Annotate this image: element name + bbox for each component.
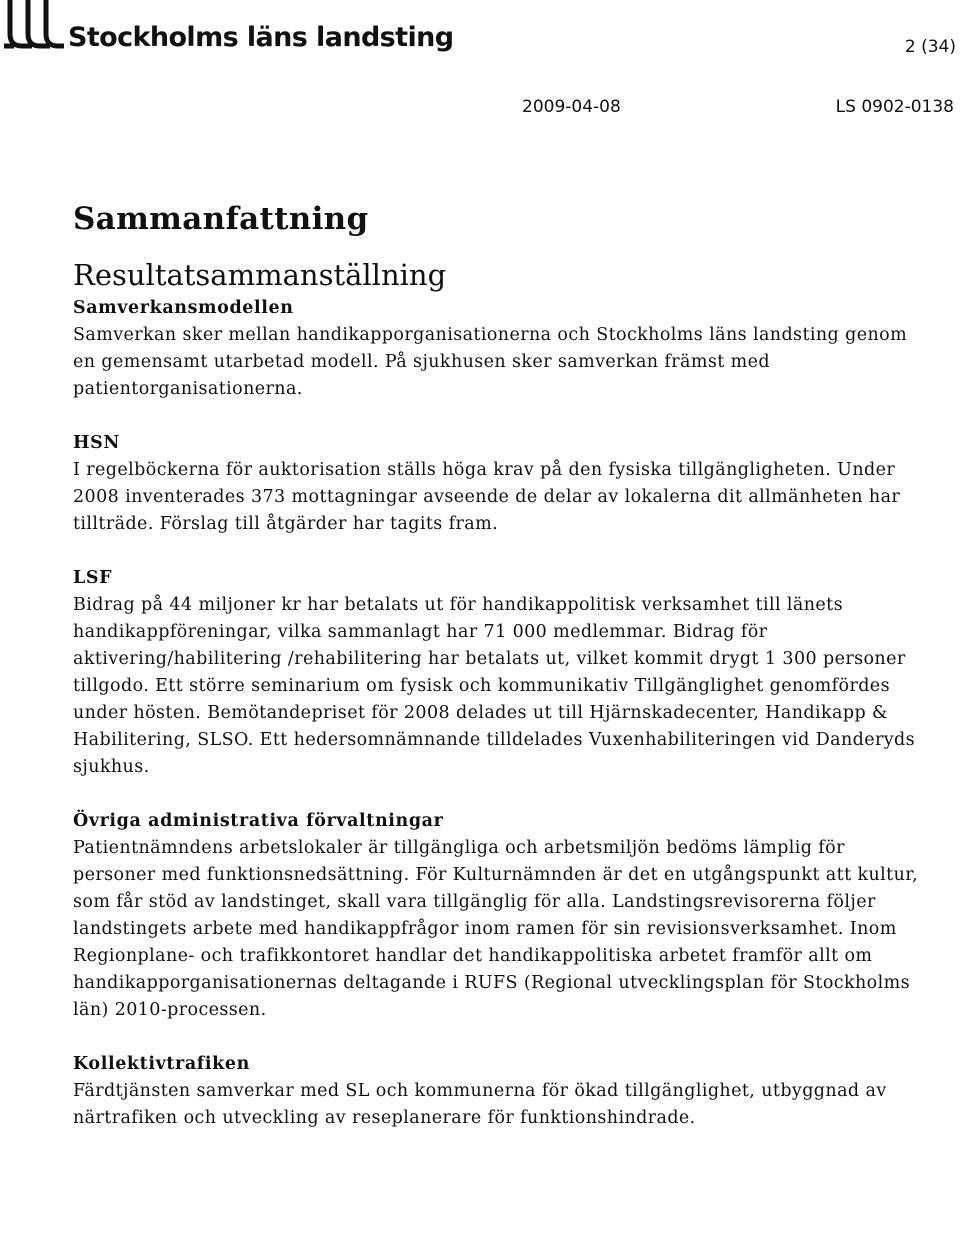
page-number: 2 (34) <box>904 37 956 57</box>
section-heading: HSN <box>73 433 120 453</box>
sll-logo-mark-icon <box>4 0 64 52</box>
section-body: Färdtjänsten samverkar med SL och kommunerna för ökad tillgänglighet, utbyggnad av närtrafiken och utveckling av reseplanerare för funktionshindrade. <box>73 1081 887 1128</box>
organization-logo <box>4 0 454 60</box>
document-subtitle: Resultatsammanställning <box>73 258 447 292</box>
document-body <box>73 197 933 1132</box>
document-reference: LS 0902-0138 <box>835 97 954 117</box>
section-body: Patientnämndens arbetslokaler är tillgängliga och arbetsmiljön bedöms lämplig för personer med funktionsnedsättning. För Kulturnämnden är det en utgångspunkt att kultur, som får stöd av landstinget, skall vara tillgänglig för alla. Landstingsrevisorerna följer landstingets arbete med handikappfrågor inom ramen för sin revisionsverksamhet. Inom Regionplane- och trafikkontoret handlar det handikappolitiska arbetet framför allt om handikapporganisationernas deltagande i RUFS (Regional utvecklingsplan för Stockholms län) 2010-processen. <box>73 838 919 1020</box>
section-heading: LSF <box>73 568 113 588</box>
section-body: Samverkan sker mellan handikapporganisationerna och Stockholms läns landsting genom en gemensamt utarbetad modell. På sjukhusen sker samverkan främst med patientorganisationerna. <box>73 325 908 399</box>
section-heading: Övriga administrativa förvaltningar <box>73 811 444 831</box>
organization-name: Stockholms läns landsting <box>68 22 454 53</box>
section-kollektivtrafiken <box>73 1051 933 1132</box>
section-hsn <box>73 430 933 538</box>
section-body: I regelböckerna för auktorisation ställs höga krav på den fysiska tillgängligheten. Under 2008 inventerades 373 mottagningar avseende de delar av lokalerna dit allmänheten har tillträde. Förslag till åtgärder har tagits fram. <box>73 460 901 534</box>
section-samverkansmodellen <box>73 295 933 403</box>
section-heading: Samverkansmodellen <box>73 298 294 318</box>
section-heading: Kollektivtrafiken <box>73 1054 250 1074</box>
section-ovriga-forvaltningar <box>73 808 933 1024</box>
document-date: 2009-04-08 <box>522 97 621 117</box>
document-title: Sammanfattning <box>73 201 369 237</box>
section-body: Bidrag på 44 miljoner kr har betalats ut för handikappolitisk verksamhet till länets handikappföreningar, vilka sammanlagt har 71 000 medlemmar. Bidrag för aktivering/habilitering /rehabilitering har betalats ut, vilket kommit drygt 1 300 personer tillgodo. Ett större seminarium om fysisk och kommunikativ Tillgänglighet genomfördes under hösten. Bemötandepriset för 2008 delades ut till Hjärnskadecenter, Handikapp & Habilitering, SLSO. Ett hedersomnämnande tilldelades Vuxenhabiliteringen vid Danderyds sjukhus. <box>73 595 916 777</box>
section-lsf <box>73 565 933 781</box>
